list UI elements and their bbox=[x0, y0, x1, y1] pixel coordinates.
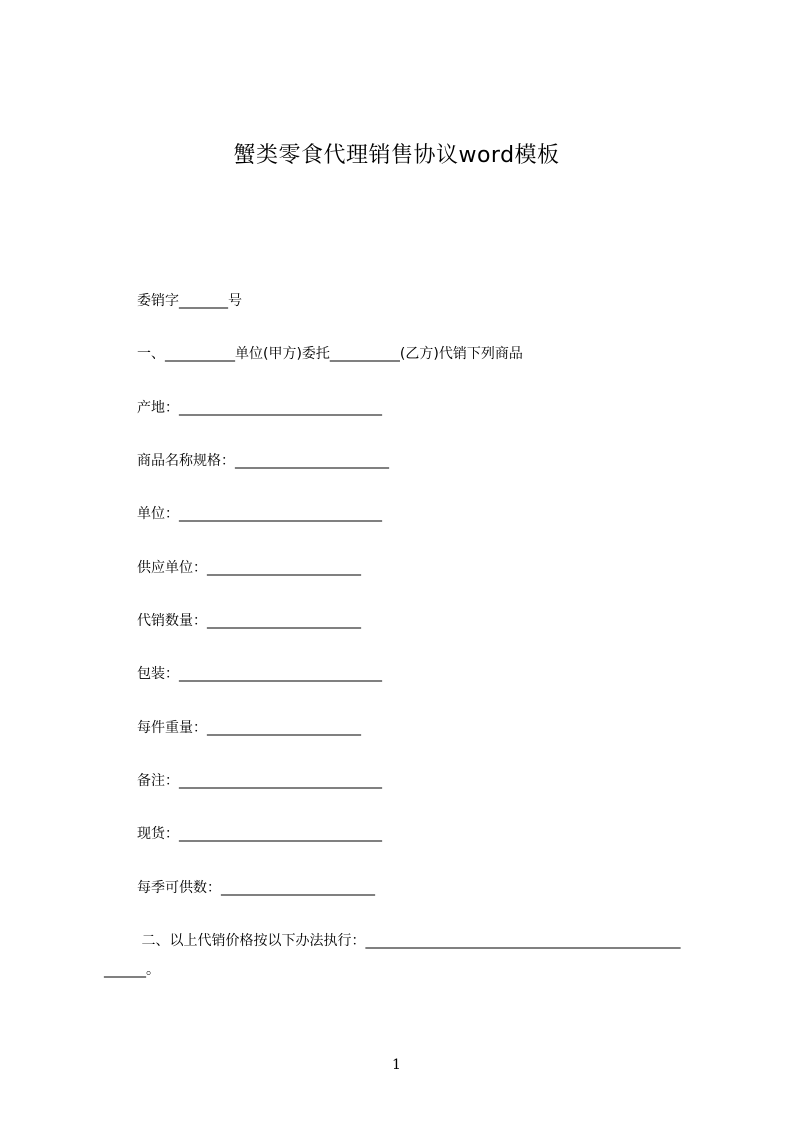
quantity-field-line: 代销数量：______________________ bbox=[137, 613, 361, 629]
remarks-field-line: 备注：_____________________________ bbox=[137, 773, 382, 789]
clause-two-continuation: ______。 bbox=[104, 962, 160, 978]
supplier-field-line: 供应单位：______________________ bbox=[137, 560, 361, 576]
origin-field-line: 产地：_____________________________ bbox=[137, 400, 382, 416]
packaging-field-line: 包装：_____________________________ bbox=[137, 666, 382, 682]
page-number: 1 bbox=[392, 1057, 401, 1073]
weight-field-line: 每件重量：______________________ bbox=[137, 720, 361, 736]
contract-number-line: 委销字_______号 bbox=[137, 293, 242, 309]
stock-field-line: 现货：_____________________________ bbox=[137, 826, 382, 842]
document-title: 蟹类零食代理销售协议word模板 bbox=[233, 143, 560, 168]
clause-one-line: 一、__________单位(甲方)委托__________(乙方)代销下列商品 bbox=[137, 346, 523, 362]
clause-two-line: 二、以上代销价格按以下办法执行：_____________________________________________ bbox=[137, 933, 681, 949]
seasonal-supply-field-line: 每季可供数：______________________ bbox=[137, 880, 375, 896]
product-spec-field-line: 商品名称规格：______________________ bbox=[137, 453, 389, 469]
unit-field-line: 单位：_____________________________ bbox=[137, 506, 382, 522]
